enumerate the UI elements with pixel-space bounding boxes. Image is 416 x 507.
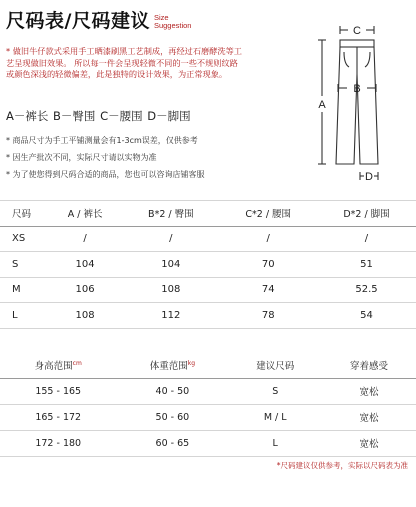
table-cell: 112 xyxy=(122,303,219,329)
table-cell: 50 - 60 xyxy=(116,404,228,430)
header-cell xyxy=(116,352,228,378)
size-recommendation-table xyxy=(0,352,416,457)
header-label: 体重范围 xyxy=(149,360,188,372)
header-cell xyxy=(0,352,116,378)
table-row xyxy=(0,404,416,430)
title-sub-line1: Size xyxy=(153,13,169,22)
pocket-shape xyxy=(365,52,370,67)
table-row xyxy=(0,378,416,404)
table-cell: / xyxy=(48,226,122,252)
table-cell: 108 xyxy=(122,277,219,303)
recommendation-footnote: *尺码建议仅供参考，实际以尺码表为准 xyxy=(276,461,408,470)
table-cell: 51 xyxy=(317,252,416,278)
table-cell: 宽松 xyxy=(322,378,416,404)
table-cell: / xyxy=(219,226,317,252)
table-cell: 165 - 172 xyxy=(0,404,116,430)
header-cell: 建议尺码 xyxy=(228,352,322,378)
header-cell: D*2 / 脚围 xyxy=(317,201,416,227)
table-cell: / xyxy=(317,226,416,252)
title-sub-line2: Suggestion xyxy=(153,21,192,30)
table-cell: L xyxy=(228,430,322,456)
note-item: * 为了使您得到尺码合适的商品，您也可以咨询店铺客服 xyxy=(6,170,205,179)
measurement-legend: A－裤长 B－臀围 C－腰围 D－脚围 xyxy=(6,109,191,123)
note-item: * 商品尺寸为手工平铺测量会有1-3cm误差，仅供参考 xyxy=(6,136,198,145)
header-cell: A / 裤长 xyxy=(48,201,122,227)
size-table-header xyxy=(0,201,416,227)
table-cell: S xyxy=(0,252,48,278)
note-item: * 因生产批次不同，实际尺寸请以实物为准 xyxy=(6,153,157,162)
table-cell: 106 xyxy=(48,277,122,303)
table-cell: / xyxy=(122,226,219,252)
header-label: 身高范围 xyxy=(34,360,73,372)
table-cell: XS xyxy=(0,226,48,252)
table-row xyxy=(0,430,416,456)
table-cell: 40 - 50 xyxy=(116,378,228,404)
unit-label: kg xyxy=(187,359,196,367)
table-row xyxy=(0,252,416,278)
table-cell: 宽松 xyxy=(322,404,416,430)
title-main: 尺码表/尺码建议 xyxy=(6,10,150,32)
measurement-notes xyxy=(6,132,246,183)
rec-table-header xyxy=(0,352,416,378)
header-cell: B*2 / 臀围 xyxy=(122,201,219,227)
table-cell: M / L xyxy=(228,404,322,430)
header-cell: 尺码 xyxy=(0,201,48,227)
table-row xyxy=(0,277,416,303)
table-cell: 172 - 180 xyxy=(0,430,116,456)
table-row xyxy=(0,303,416,329)
table-cell: M xyxy=(0,277,48,303)
unit-label: cm xyxy=(72,359,82,367)
table-cell: 104 xyxy=(122,252,219,278)
page-title xyxy=(6,6,191,33)
table-row xyxy=(0,226,416,252)
header-cell: C*2 / 腰围 xyxy=(219,201,317,227)
distressed-notice: * 做旧牛仔款式采用手工晒漆刷黑工艺制成，再经过石磨酵洗等工艺呈现做旧效果。 所以每一件会呈现轻微不同的一些不规则纹路或颜色深浅的轻微偏差，此是独特的设计效果，为正常现象。 xyxy=(6,46,242,79)
size-table xyxy=(0,200,416,329)
table-cell: 78 xyxy=(219,303,317,329)
pants-diagram xyxy=(278,12,412,184)
table-cell: 52.5 xyxy=(317,277,416,303)
table-cell: S xyxy=(228,378,322,404)
title-sub xyxy=(154,14,192,30)
waistband-shape xyxy=(340,40,374,47)
table-cell: L xyxy=(0,303,48,329)
label-a: A xyxy=(318,99,326,111)
pocket-shape xyxy=(344,52,349,67)
table-cell: 54 xyxy=(317,303,416,329)
table-cell: 74 xyxy=(219,277,317,303)
table-cell: 70 xyxy=(219,252,317,278)
table-cell: 104 xyxy=(48,252,122,278)
label-b: B xyxy=(353,83,361,95)
label-d: D xyxy=(365,171,373,183)
table-cell: 155 - 165 xyxy=(0,378,116,404)
table-cell: 宽松 xyxy=(322,430,416,456)
table-cell: 108 xyxy=(48,303,122,329)
label-c: C xyxy=(353,25,361,37)
header-cell: 穿着感受 xyxy=(322,352,416,378)
table-cell: 60 - 65 xyxy=(116,430,228,456)
